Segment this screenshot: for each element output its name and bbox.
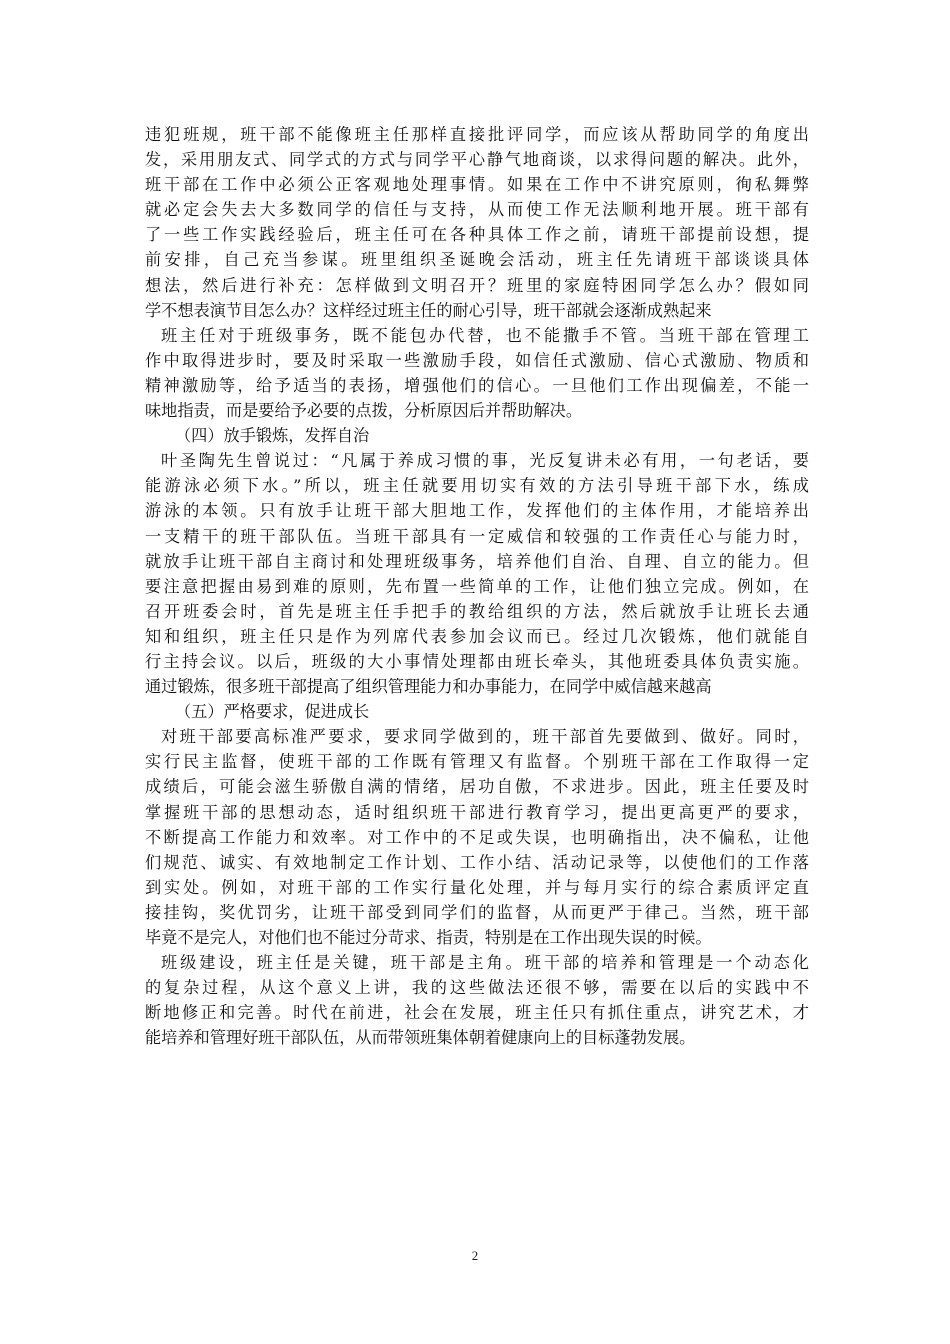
text-line: 就必定会失去大多数同学的信任与支持，从而使工作无法顺利地开展。班干部有 [145, 200, 809, 220]
text-line: 们规范、诚实、有效地制定工作计划、工作小结、活动记录等，以使他们的工作落 [145, 852, 809, 872]
text-line: 发，采用朋友式、同学式的方式与同学平心静气地商谈，以求得问题的解决。此外， [145, 150, 809, 170]
text-line: 知和组织，班主任只是作为列席代表参加会议而已。经过几次锻炼，他们就能自 [145, 626, 809, 646]
text-line: 精神激励等，给予适当的表扬，增强他们的信心。一旦他们工作出现偏差，不能一 [145, 375, 809, 395]
paragraph [145, 950, 809, 1050]
text-line: 对班干部要高标准严要求，要求同学做到的，班干部首先要做到、做好。同时， [161, 727, 809, 747]
document-body [145, 122, 809, 1050]
text-line: 想法，然后进行补充：怎样做到文明召开？班里的家庭特困同学怎么办？假如同 [145, 275, 809, 295]
text-line: 班级建设，班主任是关键，班干部是主角。班干部的培养和管理是一个动态化 [161, 953, 809, 973]
page-number: 2 [471, 1248, 479, 1263]
text-line: 通过锻炼，很多班干部提高了组织管理能力和办事能力，在同学中威信越来越高 [145, 677, 712, 697]
section-heading [145, 699, 809, 724]
text-line: 实行民主监督，使班干部的工作既有管理又有监督。个别班干部在工作取得一定 [145, 752, 809, 772]
text-line: 能培养和管理好班干部队伍，从而带领班集体朝着健康向上的目标蓬勃发展。 [145, 1028, 696, 1048]
paragraph [145, 724, 809, 950]
paragraph [145, 448, 809, 699]
text-line: （四）放手锻炼，发挥自治 [175, 426, 370, 446]
text-line: 一支精干的班干部队伍。当班干部具有一定威信和较强的工作责任心与能力时， [145, 526, 809, 546]
text-line: 到实处。例如，对班干部的工作实行量化处理，并与每月实行的综合素质评定直 [145, 877, 809, 897]
text-line: 掌握班干部的思想动态，适时组织班干部进行教育学习，提出更高更严的要求， [145, 802, 809, 822]
text-line: 断地修正和完善。时代在前进，社会在发展，班主任只有抓住重点，讲究艺术，才 [145, 1003, 809, 1023]
text-line: 叶圣陶先生曾说过：“凡属于养成习惯的事，光反复讲未必有用，一句老话，要 [161, 451, 809, 471]
text-line: 行主持会议。以后，班级的大小事情处理都由班长牵头，其他班委具体负责实施。 [145, 651, 809, 671]
text-line: 成绩后，可能会滋生骄傲自满的情绪，居功自傲，不求进步。因此，班主任要及时 [145, 777, 809, 797]
text-line: 学不想表演节目怎么办？这样经过班主任的耐心引导，班干部就会逐渐成熟起来 [145, 300, 712, 320]
text-line: 要注意把握由易到难的原则，先布置一些简单的工作，让他们独立完成。例如，在 [145, 576, 809, 596]
text-line: （五）严格要求，促进成长 [175, 702, 370, 722]
text-line: 味地指责，而是要给予必要的点拨，分析原因后并帮助解决。 [145, 401, 583, 421]
text-line: 接挂钩，奖优罚劣，让班干部受到同学们的监督，从而更严于律己。当然，班干部 [145, 902, 809, 922]
section-heading [145, 423, 809, 448]
text-line: 能游泳必须下水。”所以，班主任就要用切实有效的方法引导班干部下水，练成 [145, 476, 809, 496]
text-line: 班干部在工作中必须公正客观地处理事情。如果在工作中不讲究原则，徇私舞弊 [145, 175, 809, 195]
text-line: 毕竟不是完人，对他们也不能过分苛求、指责，特别是在工作出现失误的时候。 [145, 928, 712, 947]
text-line: 召开班委会时，首先是班主任手把手的教给组织的方法，然后就放手让班长去通 [145, 601, 809, 621]
text-line: 前安排，自己充当参谋。班里组织圣诞晚会活动，班主任先请班干部谈谈具体 [145, 250, 809, 270]
text-line: 就放手让班干部自主商讨和处理班级事务，培养他们自治、自理、自立的能力。但 [145, 551, 809, 571]
text-line: 作中取得进步时，要及时采取一些激励手段，如信任式激励、信心式激励、物质和 [145, 350, 809, 370]
text-line: 了一些工作实践经验后，班主任可在各种具体工作之前，请班干部提前设想，提 [145, 225, 809, 245]
paragraph [145, 323, 809, 423]
paragraph [145, 122, 809, 323]
text-line: 班主任对于班级事务，既不能包办代替，也不能撒手不管。当班干部在管理工 [161, 325, 809, 345]
text-line: 游泳的本领。只有放手让班干部大胆地工作，发挥他们的主体作用，才能培养出 [145, 501, 809, 521]
text-line: 的复杂过程，从这个意义上讲，我的这些做法还很不够，需要在以后的实践中不 [145, 978, 809, 998]
text-line: 违犯班规，班干部不能像班主任那样直接批评同学，而应该从帮助同学的角度出 [145, 125, 809, 144]
text-line: 不断提高工作能力和效率。对工作中的不足或失误，也明确指出，决不偏私，让他 [145, 827, 809, 847]
